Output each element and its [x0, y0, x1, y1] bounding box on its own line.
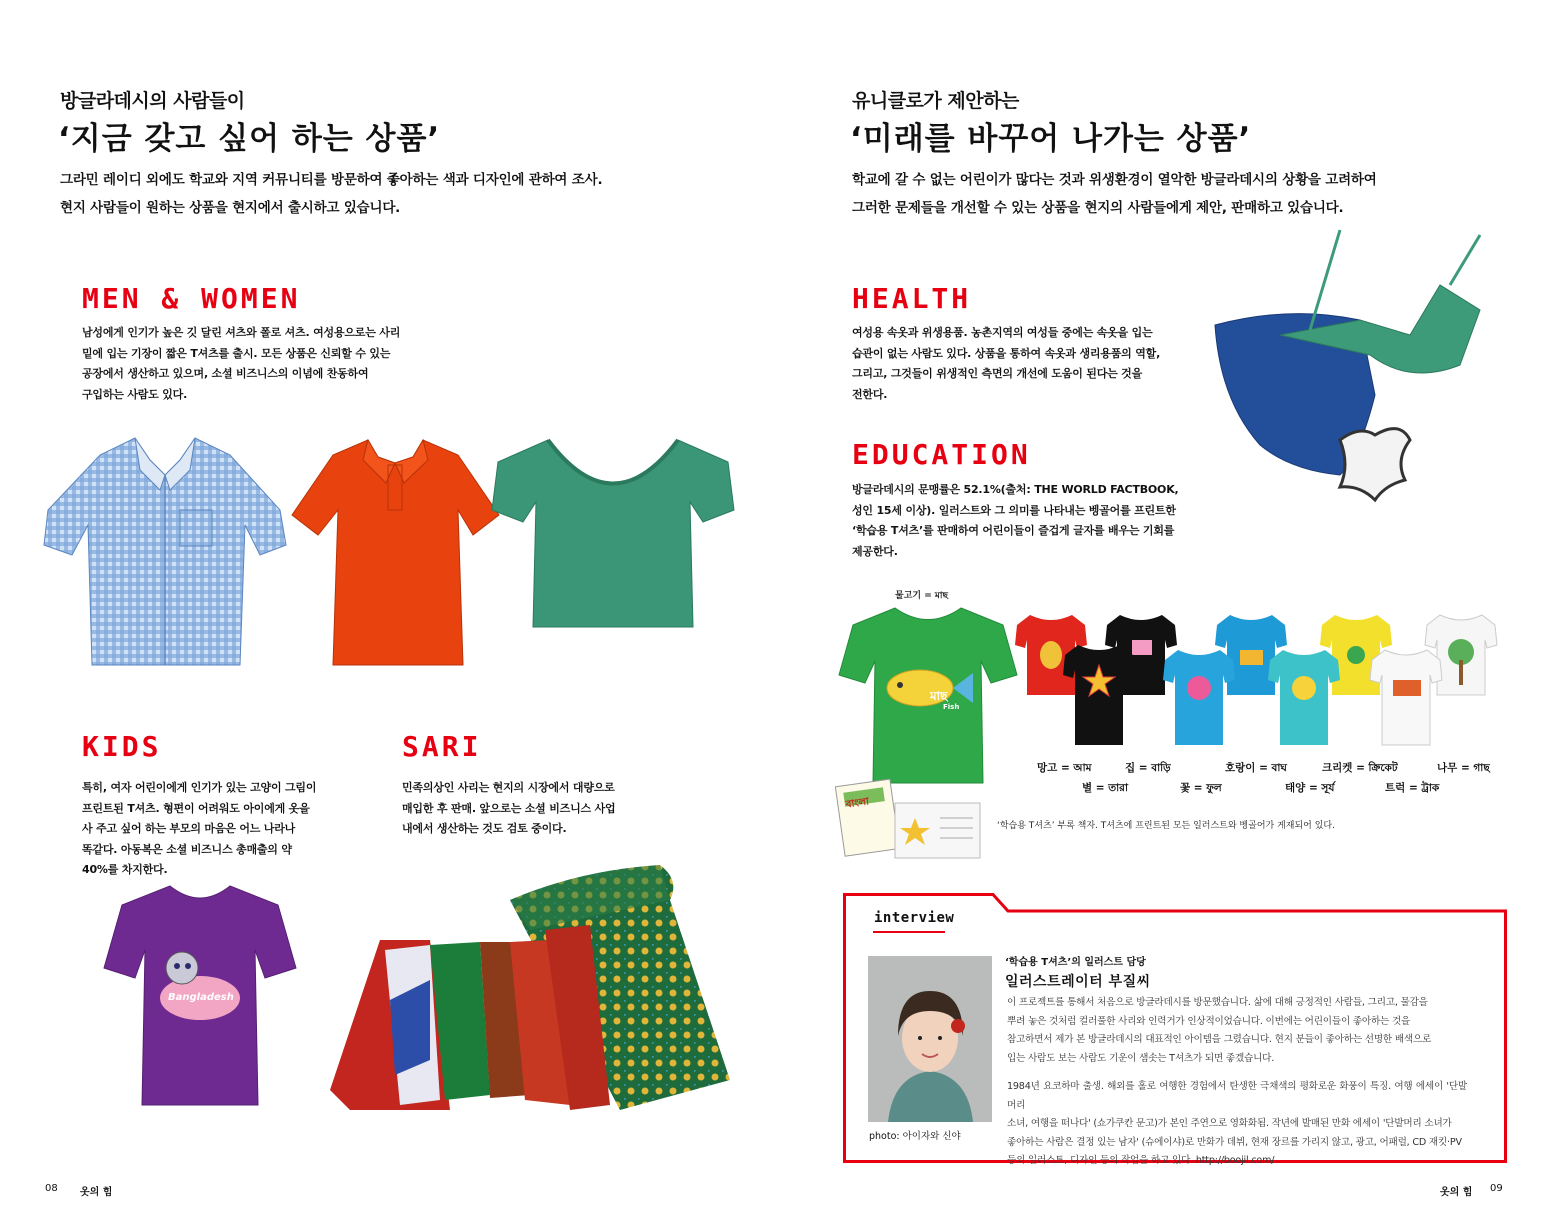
interview-line: 뿌려 놓은 것처럼 컬러풀한 사리와 인력거가 인상적이었습니다. 이번에는 어린이들이 좋아하는 것을: [1007, 1015, 1411, 1027]
vocab-flower: 꽃 = ফুল: [1180, 782, 1222, 794]
body-line: 매입한 후 판매. 앞으로는 소셜 비즈니스 사업: [402, 801, 616, 815]
education-body: [852, 480, 1194, 562]
sari-body: [402, 778, 650, 840]
interview-line: 소녀, 여행을 떠나다' (쇼가쿠칸 문고)가 본인 주연으로 영화화됨. 작년에 발매된 만화 에세이 '단발머리 소녀가: [1007, 1118, 1452, 1129]
left-page-number: 08: [45, 1183, 58, 1194]
body-line: 프린트된 T셔츠. 형편이 어려워도 아이에게 옷을: [82, 801, 310, 815]
body-line: 그리고, 그것들이 위생적인 측면의 개선에 도움이 된다는 것을: [852, 367, 1143, 380]
body-line: 똑같다. 아동복은 소셜 비즈니스 총매출의 약: [82, 842, 292, 856]
vocab-house: 집 = বাড়ি: [1125, 762, 1171, 774]
left-headline: ‘지금 갖고 싶어 하는 상품’: [58, 121, 441, 157]
body-line: 방글라데시의 문맹률은 52.1%(출처: THE WORLD FACTBOOK,: [852, 483, 1179, 496]
body-line: 성인 15세 이상). 일러스트와 그 의미를 나타내는 벵골어를 프린트한: [852, 503, 1176, 517]
left-intro: [60, 166, 760, 222]
education-title: EDUCATION: [852, 438, 1031, 471]
sari-stack-image: [330, 860, 750, 1115]
interview-line: 입는 사람도 보는 사람도 기운이 샘솟는 T셔츠가 되면 좋겠습니다.: [1007, 1052, 1275, 1064]
body-line: 구입하는 사람도 있다.: [82, 387, 188, 401]
body-line: 여성용 속옷과 위생용품. 농촌지역의 여성들 중에는 속옷을 입는: [852, 326, 1153, 339]
body-line: 40%를 차지한다.: [82, 863, 168, 876]
right-intro-line: 그러한 문제들을 개선할 수 있는 상품을 현지의 사람들에게 제안, 판매하고 있습니다.: [852, 200, 1344, 216]
interview-role: ‘학습용 T셔츠’의 일러스트 담당: [1005, 957, 1146, 968]
vocab-mango: 망고 = আম: [1037, 762, 1092, 774]
illustrator-photo: [868, 956, 992, 1122]
health-body: [852, 323, 1194, 405]
left-intro-line: 그라민 레이디 외에도 학교와 지역 커뮤니티를 방문하여 좋아하는 색과 디자인에 관하여 조사.: [60, 172, 603, 188]
fish-tee-image: [835, 603, 1020, 788]
learning-tees-image: [1015, 610, 1510, 750]
kids-body: [82, 778, 330, 881]
right-intro-line: 학교에 갈 수 없는 어린이가 많다는 것과 위생환경이 열악한 방글라데시의 상황을 고려하여: [852, 172, 1377, 188]
body-line: 내에서 생산하는 것도 검토 중이다.: [402, 822, 567, 835]
interview-para1: [1007, 994, 1467, 1068]
right-footer-label: 옷의 힘: [1440, 1187, 1473, 1198]
interview-para2: [1007, 1078, 1467, 1171]
fish-tee-sub: Fish: [943, 703, 960, 711]
green-tee-image: [488, 432, 738, 637]
left-kicker: 방글라데시의 사람들이: [60, 90, 245, 112]
interview-line: 등의 일러스트, 디자인 등의 작업을 하고 있다. http://boojil.com/: [1007, 1155, 1275, 1166]
interview-tab-underline: [873, 931, 945, 933]
booklet-title: বাংলা: [845, 796, 870, 811]
men-women-title: MEN & WOMEN: [82, 282, 301, 315]
interview-name: 일러스트레이터 부질씨: [1005, 974, 1151, 990]
body-line: 공장에서 생산하고 있으며, 소셜 비즈니스의 이념에 찬동하여: [82, 367, 369, 380]
booklet-caption: ‘학습용 T셔츠’ 부록 책자. T셔츠에 프린트된 모든 일러스트와 벵골어가 게재되어 있다.: [997, 821, 1335, 831]
right-page-number: 09: [1490, 1183, 1503, 1194]
interview-line: 좋아하는 사람은 결정 있는 남자' (슈에이샤)로 만화가 데뷔, 현재 장르를 가리지 않고, 광고, 어패럴, CD 재킷·PV: [1007, 1136, 1462, 1148]
vocab-cricket: 크리켓 = ক্রিকেট: [1322, 762, 1398, 774]
interview-box: [843, 893, 1507, 1166]
polo-shirt-image: [288, 435, 503, 675]
photo-credit: photo: 아이자와 신야: [869, 1131, 961, 1142]
body-line: 밑에 입는 기장이 짧은 T셔츠를 출시. 모든 상품은 신뢰할 수 있는: [82, 346, 391, 360]
body-line: 제공한다.: [852, 544, 898, 558]
body-line: 특히, 여자 어린이에게 인기가 있는 고양이 그림이: [82, 781, 317, 794]
body-line: 전한다.: [852, 387, 888, 401]
left-footer-label: 옷의 힘: [80, 1187, 113, 1198]
health-title: HEALTH: [852, 282, 972, 315]
checked-shirt-image: [40, 430, 290, 675]
fish-tee-print: মাছ: [930, 689, 948, 703]
men-women-body: [82, 323, 427, 405]
interview-line: 1984년 요코하마 출생. 해외를 홀로 여행한 경험에서 탄생한 극채색의 평화로운 화풍이 특징. 여행 에세이 '단발머리: [1007, 1081, 1467, 1111]
vocab-sun: 태양 = সূর্য: [1285, 782, 1335, 794]
fish-label: 물고기 = মাছ: [895, 591, 948, 601]
vocab-tree: 나무 = গাছ: [1437, 762, 1490, 774]
kids-title: KIDS: [82, 730, 162, 763]
interview-tab: interview: [874, 910, 955, 926]
underwear-set-image: [1210, 225, 1510, 555]
vocab-tiger: 호랑이 = বাঘ: [1225, 762, 1287, 774]
interview-line: 이 프로젝트를 통해서 처음으로 방글라데시를 방문했습니다. 삶에 대해 긍정적인 사람들, 그리고, 물감을: [1007, 997, 1428, 1008]
right-intro: [852, 166, 1542, 222]
kids-tee-print: Bangladesh: [168, 992, 234, 1003]
right-headline: ‘미래를 바꾸어 나가는 상품’: [850, 121, 1252, 157]
right-kicker: 유니클로가 제안하는: [852, 90, 1019, 112]
body-line: ‘학습용 T셔츠’를 판매하여 어린이들이 즐겁게 글자를 배우는 기회를: [852, 524, 1175, 537]
interview-line: 참고하면서 제가 본 방글라데시의 대표적인 아이템을 그렸습니다. 현지 분들이 좋아하는 선명한 배색으로: [1007, 1034, 1432, 1045]
body-line: 남성에게 인기가 높은 깃 달린 셔츠와 폴로 셔츠. 여성용으로는 사리: [82, 326, 401, 339]
vocab-truck: 트럭 = ট্রাক: [1385, 782, 1440, 794]
sari-title: SARI: [402, 730, 482, 763]
booklet-image: [835, 778, 985, 860]
body-line: 사 주고 싶어 하는 부모의 마음은 어느 나라나: [82, 822, 296, 835]
body-line: 습관이 없는 사람도 있다. 상품을 통하여 속옷과 생리용품의 역할,: [852, 346, 1161, 360]
kids-cat-tee-image: [100, 880, 300, 1115]
body-line: 민족의상인 사리는 현지의 시장에서 대량으로: [402, 781, 615, 794]
vocab-star: 별 = তারা: [1082, 782, 1128, 794]
left-intro-line: 현지 사람들이 원하는 상품을 현지에서 출시하고 있습니다.: [60, 200, 401, 216]
